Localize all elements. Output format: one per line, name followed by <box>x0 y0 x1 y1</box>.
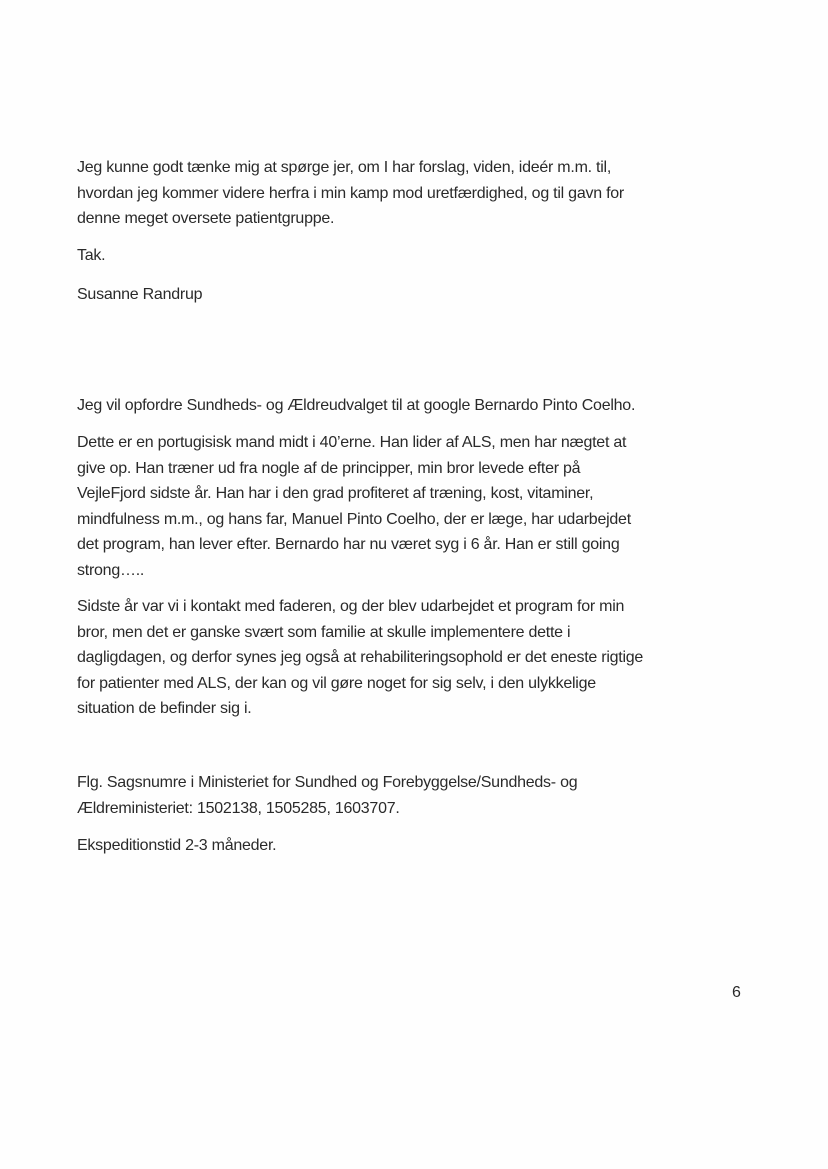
paragraph-thanks <box>77 243 747 269</box>
text-line: Susanne Randrup <box>77 286 203 303</box>
page-number: 6 <box>732 984 741 1001</box>
paragraph-processing-time <box>77 833 747 859</box>
paragraph-case-numbers <box>77 770 747 821</box>
text-line: denne meget oversete patientgruppe. <box>77 210 335 227</box>
text-line: VejleFjord sidste år. Han har i den grad profiteret af træning, kost, vitaminer, <box>77 485 594 502</box>
paragraph-contact <box>77 594 747 722</box>
signature-name <box>77 282 747 308</box>
text-line: Jeg kunne godt tænke mig at spørge jer, om I har forslag, viden, ideér m.m. til, <box>77 159 612 176</box>
paragraph-appeal <box>77 393 747 419</box>
text-line: strong….. <box>77 561 145 579</box>
text-line: Jeg vil opfordre Sundheds- og Ældreudvalget til at google Bernardo Pinto Coelho. <box>77 397 636 414</box>
text-line: situation de befinder sig i. <box>77 700 252 717</box>
text-line: for patienter med ALS, der kan og vil gøre noget for sig selv, i den ulykkelige <box>77 674 596 692</box>
paragraph-bernardo <box>77 430 747 583</box>
text-line: bror, men det er ganske svært som familie at skulle implementere dette i <box>77 623 571 641</box>
text-line: Tak. <box>77 247 106 264</box>
text-line: Sidste år var vi i kontakt med faderen, og der blev udarbejdet et program for min <box>77 598 625 615</box>
text-line: Flg. Sagsnumre i Ministeriet for Sundhed og Forebyggelse/Sundheds- og <box>77 774 578 791</box>
paragraph-request <box>77 155 747 232</box>
text-line: mindfulness m.m., og hans far, Manuel Pinto Coelho, der er læge, har udarbejdet <box>77 510 631 528</box>
text-line: hvordan jeg kommer videre herfra i min kamp mod uretfærdighed, og til gavn for <box>77 184 624 202</box>
text-line: Ældreministeriet: 1502138, 1505285, 1603707. <box>77 799 400 817</box>
text-line: dagligdagen, og derfor synes jeg også at rehabiliteringsophold er det eneste rigtige <box>77 649 644 666</box>
text-line: Dette er en portugisisk mand midt i 40’erne. Han lider af ALS, men har nægtet at <box>77 434 627 451</box>
text-line: det program, han lever efter. Bernardo har nu været syg i 6 år. Han er still going <box>77 536 620 553</box>
text-line: Ekspeditionstid 2-3 måneder. <box>77 837 277 854</box>
text-line: give op. Han træner ud fra nogle af de principper, min bror levede efter på <box>77 459 581 477</box>
